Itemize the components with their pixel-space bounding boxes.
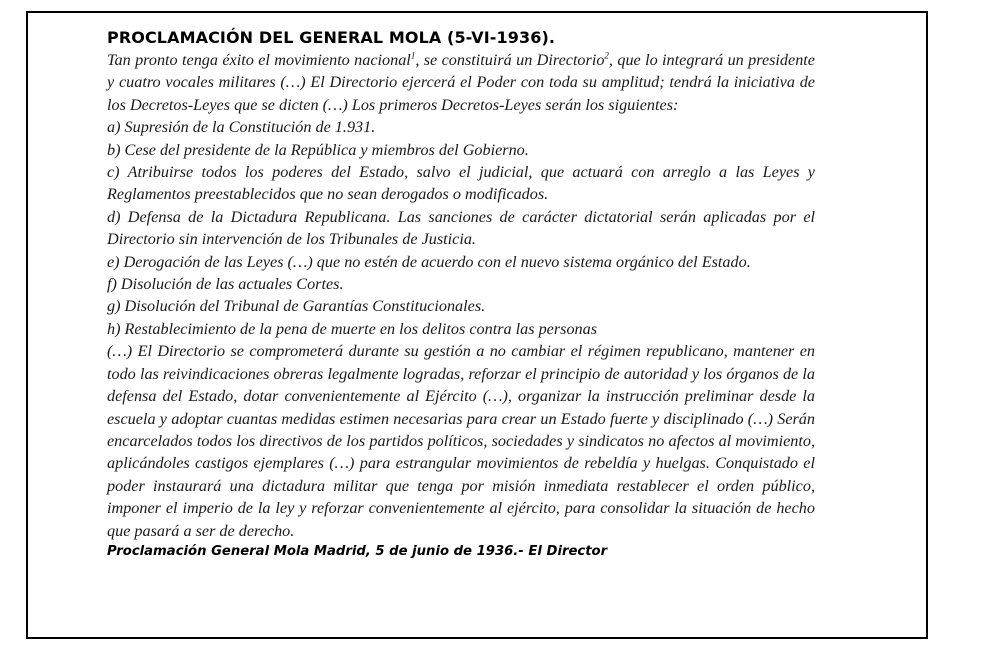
list-item-h: h) Restablecimiento de la pena de muerte en los delitos contra las personas: [107, 319, 598, 338]
closing-paragraph: (…) El Directorio se comprometerá durante su gestión a no cambiar el régimen republicano, mantener en todo las reivindicaciones obreras legalmente logradas, reforzar el principio de autoridad y los órganos de la defensa del Estado, dotar convenientemente al Ejército (…), organizar la instrucción preliminar desde la escuela y adoptar cuantas medidas estimen necesarias para crear un Estado fuerte y disciplinado (…) Serán encarcelados todos los directivos de los partidos políticos, sociedades y sindicatos no afectos al movimiento, aplicándoles castigos ejemplares (…) para estrangular movimientos de rebeldía y huelgas. Conquistado el poder instaurará una dictadura militar que tenga por misión inmediata restablecer el orden público, imponer el imperio de la ley y reforzar convenientemente al ejército, para consolidar la situación de hecho que pasará a ser de derecho.: [107, 342, 815, 540]
document-body: [107, 27, 815, 561]
list-item-e: e) Derogación de las Leyes (…) que no estén de acuerdo con el nuevo sistema orgánico del Estado.: [107, 252, 751, 271]
list-item-a: a) Supresión de la Constitución de 1.931.: [107, 118, 376, 137]
list-item-c: c) Atribuirse todos los poderes del Estado, salvo el judicial, que actuará con arreglo a las Leyes y Reglamentos preestablecidos que no sean derogados o modificados.: [107, 163, 815, 204]
list-item-f: f) Disolución de las actuales Cortes.: [107, 275, 344, 294]
intro-text-1: Tan pronto tenga éxito el movimiento nacional: [107, 51, 411, 69]
footnote-ref-1: 1: [410, 50, 416, 61]
list-item-b: b) Cese del presidente de la República y miembros del Gobierno.: [107, 140, 529, 159]
intro-text-2: , se constituirá un Directorio: [415, 51, 605, 69]
intro-text-3: , que lo integrará un presidente y cuatro vocales militares (…) El Directorio ejercerá el Poder con toda su amplitud; tendrá la iniciativa de los Decretos-Leyes que se dicten (…) Los primeros Decretos-Leyes serán los siguientes:: [107, 51, 815, 114]
intro-paragraph: [107, 49, 815, 116]
list-item-d: d) Defensa de la Dictadura Republicana. Las sanciones de carácter dictatorial serán aplicadas por el Directorio sin intervención de los Tribunales de Justicia.: [107, 207, 815, 249]
list-item-g: g) Disolución del Tribunal de Garantías Constitucionales.: [107, 297, 486, 316]
document-title: PROCLAMACIÓN DEL GENERAL MOLA (5-VI-1936).: [107, 28, 556, 47]
signature-line: Proclamación General Mola Madrid, 5 de junio de 1936.- El Director: [107, 543, 608, 559]
footnote-ref-2: 2: [604, 50, 609, 61]
